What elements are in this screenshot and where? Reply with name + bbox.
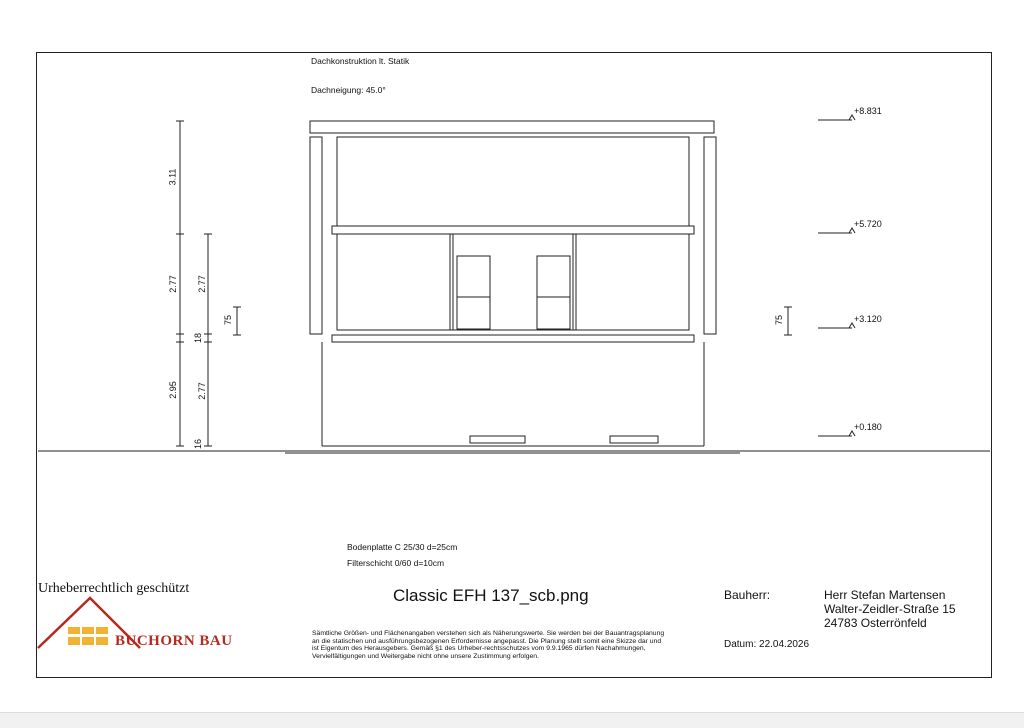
dimension-label: 3.11 xyxy=(167,168,178,186)
filter-layer-note: Filterschicht 0/60 d=10cm xyxy=(347,558,445,568)
dimension-label: 75 xyxy=(774,314,785,326)
client-name: Herr Stefan Martensen xyxy=(824,588,946,602)
dimension-label: 75 xyxy=(223,314,234,326)
window-bottom-bar xyxy=(0,712,1024,728)
client-label: Bauherr: xyxy=(724,588,771,602)
level-label: +5.720 xyxy=(854,219,882,229)
dimension-label: 2.77 xyxy=(167,275,178,293)
lower-slab xyxy=(332,335,694,342)
copyright-note: Urheberrechtlich geschützt xyxy=(38,581,190,596)
dimension-label: 2.77 xyxy=(196,382,207,400)
window-right xyxy=(537,256,570,329)
window-left xyxy=(457,256,490,329)
drawing-date: Datum: 22.04.2026 xyxy=(724,639,810,650)
level-label: +0.180 xyxy=(854,422,882,432)
level-label: +8.831 xyxy=(854,106,882,116)
disclaimer: Sämtliche Größen- und Flächenangaben verstehen sich als Näherungswerte. Sie werden bei der Bauantragsplanung an die statischen und ausführungsbezogenen Erfordernisse angepasst. Die Planung stellt somit eine Skizze dar und ist Eigentum des Herausgebers. Gemäß §1 des Urheber-rechtsschutzes vom 9.9.1965 dürfen Nachahmungen, Vervielfältigungen und Weitergabe nicht ohne unsere Zustimmung erfolgen. xyxy=(312,630,665,660)
client-address xyxy=(824,588,956,630)
dimension-label: 2.77 xyxy=(196,275,207,293)
dimension-label: 18 xyxy=(193,332,204,344)
dimension-label: 16 xyxy=(193,438,204,450)
roof-construction-note: Dachkonstruktion lt. Statik xyxy=(311,56,410,66)
client-city: 24783 Osterrönfeld xyxy=(824,616,927,630)
upper-wall xyxy=(337,137,689,226)
level-label: +3.120 xyxy=(854,314,882,324)
upper-slab xyxy=(332,226,694,234)
roof-outline xyxy=(310,121,714,133)
drawing-title: Classic EFH 137_scb.png xyxy=(393,586,589,605)
client-street: Walter-Zeidler-Straße 15 xyxy=(824,602,956,616)
roof-pitch-note: Dachneigung: 45.0° xyxy=(311,85,386,95)
dimension-label: 2.95 xyxy=(167,381,178,399)
level-marker xyxy=(818,115,855,436)
floor-slab-note: Bodenplatte C 25/30 d=25cm xyxy=(347,542,458,552)
company-name: BUCHORN BAU xyxy=(115,633,233,649)
